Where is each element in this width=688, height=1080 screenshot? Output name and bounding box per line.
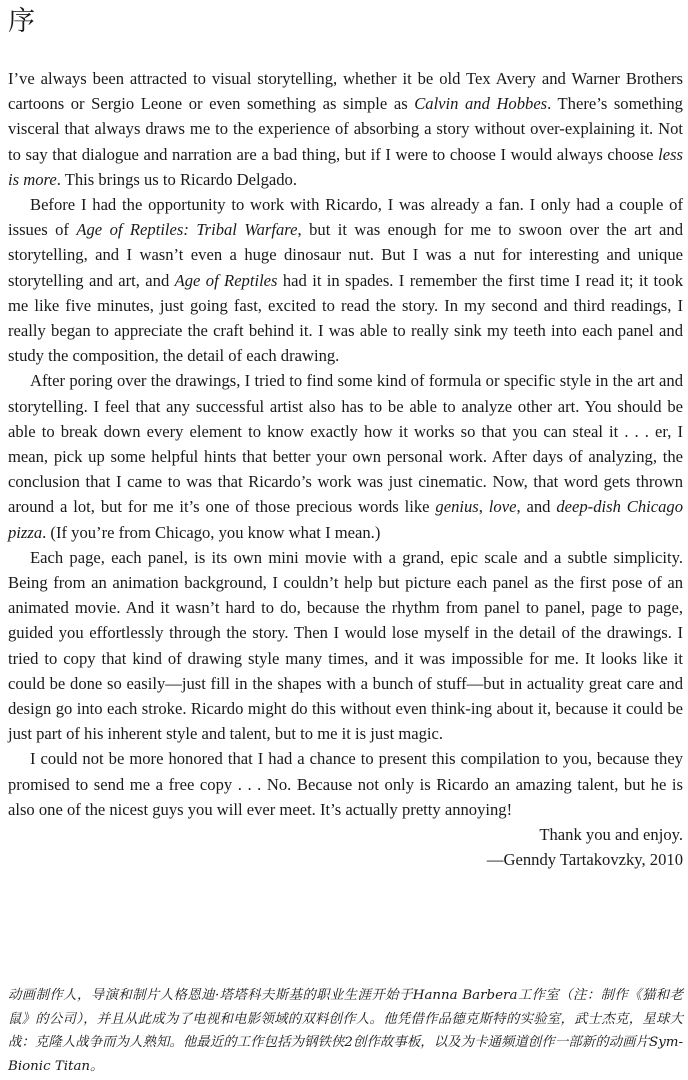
emphasis-deep-dish-pizza: deep-dish Chicago pizza (8, 497, 684, 542)
paragraph-4 (8, 545, 683, 747)
paragraph-segment: . (If you’re from Chicago, you know what I mean.) (42, 522, 381, 542)
paragraph-1 (8, 66, 683, 192)
paragraph-segment: Before I had the opportunity to work with Ricardo, I was already a fan. I only had a couple of issues of (8, 195, 683, 240)
paragraph-segment: I’ve always been attracted to visual storytelling, whether it be old Tex Avery and Warner Brothers cartoons or Sergio Leone or even something as simple as (8, 69, 683, 114)
paragraph-3 (8, 368, 683, 544)
emphasis-love: love (488, 497, 517, 517)
author-signature: —Genndy Tartakovzky, 2010 (486, 850, 683, 870)
paragraph-segment: After poring over the drawings, I tried to find some kind of formula or specific style in the art and storytelling. I feel that any successful artist also has to be able to analyze other art. You should be able to break down every element to know exactly how it works so that you can steal it . . . er, I mean, pick up some helpful hints that better your own personal work. After days of analyzing, the conclusion that I came to was that Ricardo’s work was just cinematic. Now, that word gets thrown around a lot, but for me it’s one of those precious words like (8, 371, 683, 517)
emphasis-less-is-more: less is more (8, 144, 683, 189)
paragraph-2 (8, 192, 683, 368)
book-title-age-of-reptiles: Age of Reptiles (174, 270, 278, 290)
emphasis-genius: genius (435, 497, 479, 517)
paragraph-segment: had it in spades. I remember the first time I read it; it took me like five minutes, just going fast, excited to read the story. In my second and third readings, I really began to appreciate the craft behind it. I was able to really sink my teeth into each panel and study the composition, the detail of each drawing. (8, 270, 683, 366)
book-title-age-of-reptiles-tribal-warfare: Age of Reptiles: Tribal Warfare (76, 220, 298, 240)
paragraph-segment: I could not be more honored that I had a chance to present this compilation to you, because they promised to send me a free copy . . . No. Because not only is Ricardo an amazing talent, but he is also one of the nicest guys you will ever meet. It’s actually pretty annoying! (8, 749, 683, 819)
author-bio-caption: 动画制作人，导演和制片人格恩迪·塔塔科夫斯基的职业生涯开始于Hanna Barbera工作室（注：制作《猫和老鼠》的公司），并且从此成为了电视和电影领域的双料创作人。他凭借作品德克斯特的实验室，武士杰克，星球大战：克隆人战争而为人熟知。他最近的工作包括为钢铁侠2创作故事板，以及为卡通频道创作一部新的动画片Sym-Bionic Titan。 (8, 988, 683, 1074)
foreword-body (8, 66, 683, 873)
paragraph-segment: , (478, 497, 489, 517)
paragraph-segment: . There’s something visceral that always draws me to the experience of absorbing a story without over-explaining it. Not to say that dialogue and narration are a bad thing, but if I were to choose I would always choose (8, 94, 683, 164)
paragraph-segment: . This brings us to Ricardo Delgado. (56, 169, 297, 189)
paragraph-segment: Each page, each panel, is its own mini movie with a grand, epic scale and a subtle simplicity. Being from an animation background, I couldn’t help but picture each panel as the first pose of an animated movie. And it wasn’t hard to do, because the rhythm from panel to panel, page to page, guided you effortlessly through the story. Then I would lose myself in the detail of the drawings. I tried to copy that kind of drawing style many times, and it was impossible for me. It looks like it could be done so easily—just fill in the shapes with a bunch of stuff—but in actuality great care and design go into each stroke. Ricardo might do this without even think-ing about it, because it could be just part of his inherent style and talent, but to me it is just magic. (8, 547, 683, 744)
closing-line: Thank you and enjoy. (539, 825, 683, 845)
page-title: 序 (8, 6, 35, 37)
paragraph-segment: , and (516, 497, 557, 517)
book-title-calvin-and-hobbes: Calvin and Hobbes (414, 94, 548, 114)
paragraph-5 (8, 746, 683, 822)
paragraph-segment: , but it was enough for me to swoon over the art and storytelling, and I wasn’t even a huge dinosaur nut. But I was a nut for interesting and unique storytelling and art, and (8, 220, 684, 290)
